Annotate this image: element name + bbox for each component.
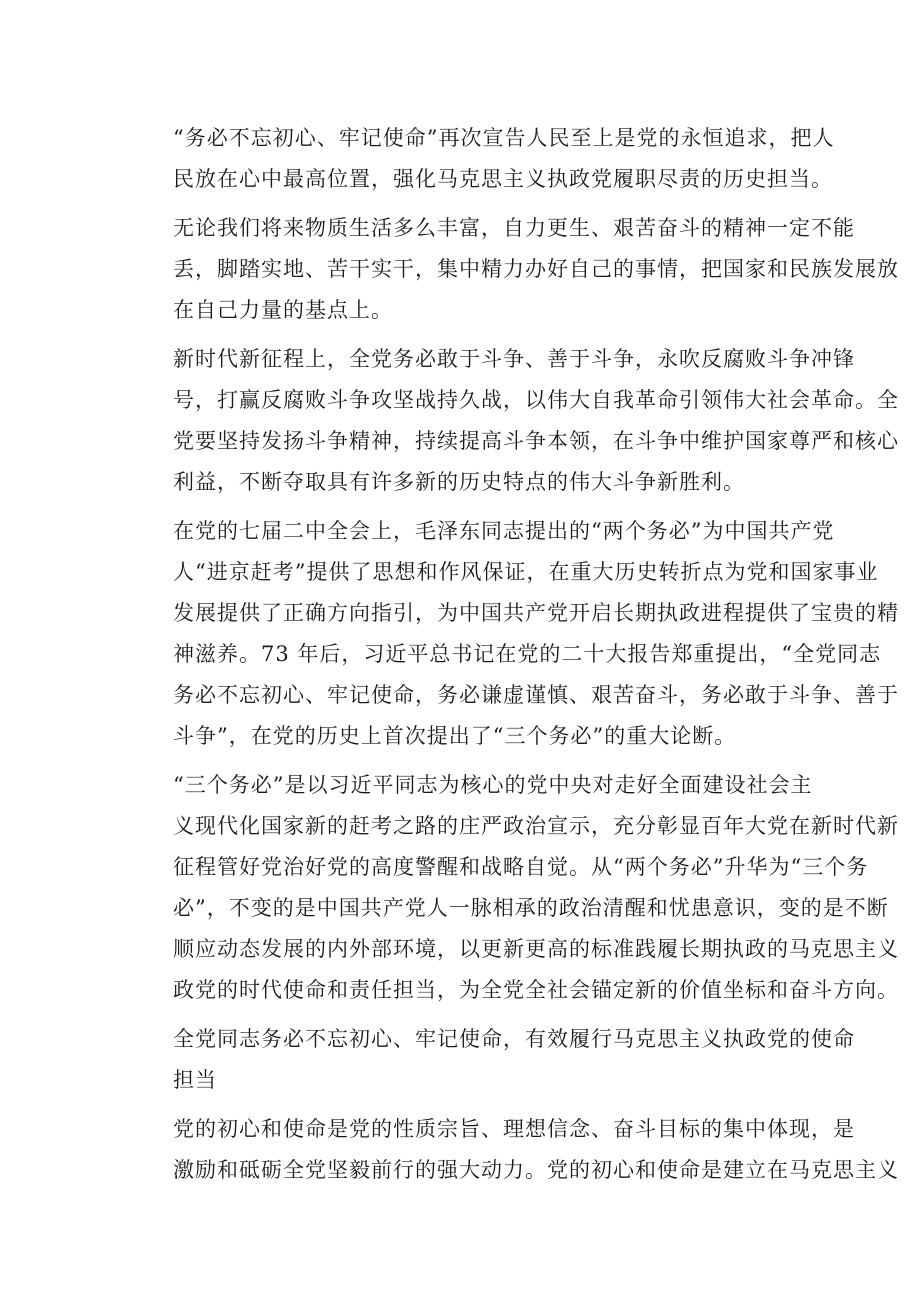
paragraph-3	[131, 339, 899, 503]
text-line: 号，打赢反腐败斗争攻坚战持久战，以伟大自我革命引领伟大社会革命。全	[173, 388, 899, 412]
text-line: 发展提供了正确方向指引，为中国共产党开启长期执政进程提供了宝贵的精	[173, 601, 899, 625]
text-line: “务必不忘初心、牢记使命”再次宣告人民至上是党的永恒追求，把人	[173, 126, 835, 150]
paragraph-5	[131, 765, 899, 1011]
text-line: 党的初心和使命是党的性质宗旨、理想信念、奋斗目标的集中体现，是	[173, 1117, 855, 1141]
text-line: 斗争”，在党的历史上首次提出了“三个务必”的重大论断。	[173, 724, 737, 748]
text-line: 全党同志务必不忘初心、牢记使命，有效履行马克思主义执政党的使命	[173, 1027, 855, 1051]
text-line: 在党的七届二中全会上，毛泽东同志提出的“两个务必”为中国共产党	[173, 519, 835, 543]
text-line: 激励和砥砺全党坚毅前行的强大动力。党的初心和使命是建立在马克思主义	[173, 1158, 899, 1182]
text-line: 政党的时代使命和责任担当，为全党全社会锚定新的价值坐标和奋斗方向。	[173, 978, 899, 1002]
paragraph-1	[131, 118, 835, 200]
document-body	[131, 118, 899, 1191]
text-line: 必”，不变的是中国共产党人一脉相承的政治清醒和忧患意识，变的是不断	[173, 896, 889, 920]
text-line: 担当	[173, 1068, 217, 1092]
text-line: 利益，不断夺取具有许多新的历史特点的伟大斗争新胜利。	[173, 470, 745, 494]
text-line: 新时代新征程上，全党务必敢于斗争、善于斗争，永吹反腐败斗争冲锋	[173, 347, 855, 371]
text-line: 人“进京赶考”提供了思想和作风保证，在重大历史转折点为党和国家事业	[173, 560, 879, 584]
section-heading	[131, 1019, 855, 1101]
text-line: 顺应动态发展的内外部环境，以更新更高的标准践履长期执政的马克思主义	[173, 937, 899, 961]
text-line: 民放在心中最高位置，强化马克思主义执政党履职尽责的历史担当。	[173, 167, 833, 191]
text-line: 丢，脚踏实地、苦干实干，集中精力办好自己的事情，把国家和民族发展放	[173, 257, 899, 281]
text-line: 党要坚持发扬斗争精神，持续提高斗争本领，在斗争中维护国家尊严和核心	[173, 429, 899, 453]
text-line: 在自己力量的基点上。	[173, 298, 393, 322]
text-line: 征程管好党治好党的高度警醒和战略自觉。从“两个务必”升华为“三个务	[173, 855, 869, 879]
paragraph-4	[131, 511, 899, 757]
paragraph-7	[131, 1109, 899, 1191]
text-line: “三个务必”是以习近平同志为核心的党中央对走好全面建设社会主	[173, 773, 813, 797]
text-line: 无论我们将来物质生活多么丰富，自力更生、艰苦奋斗的精神一定不能	[173, 216, 855, 240]
paragraph-2	[131, 208, 899, 331]
text-line: 务必不忘初心、牢记使命，务必谦虚谨慎、艰苦奋斗，务必敢于斗争、善于	[173, 683, 899, 707]
text-line: 神滋养。73 年后，习近平总书记在党的二十大报告郑重提出，“全党同志	[173, 642, 882, 666]
text-line: 义现代化国家新的赶考之路的庄严政治宣示，充分彰显百年大党在新时代新	[173, 814, 899, 838]
